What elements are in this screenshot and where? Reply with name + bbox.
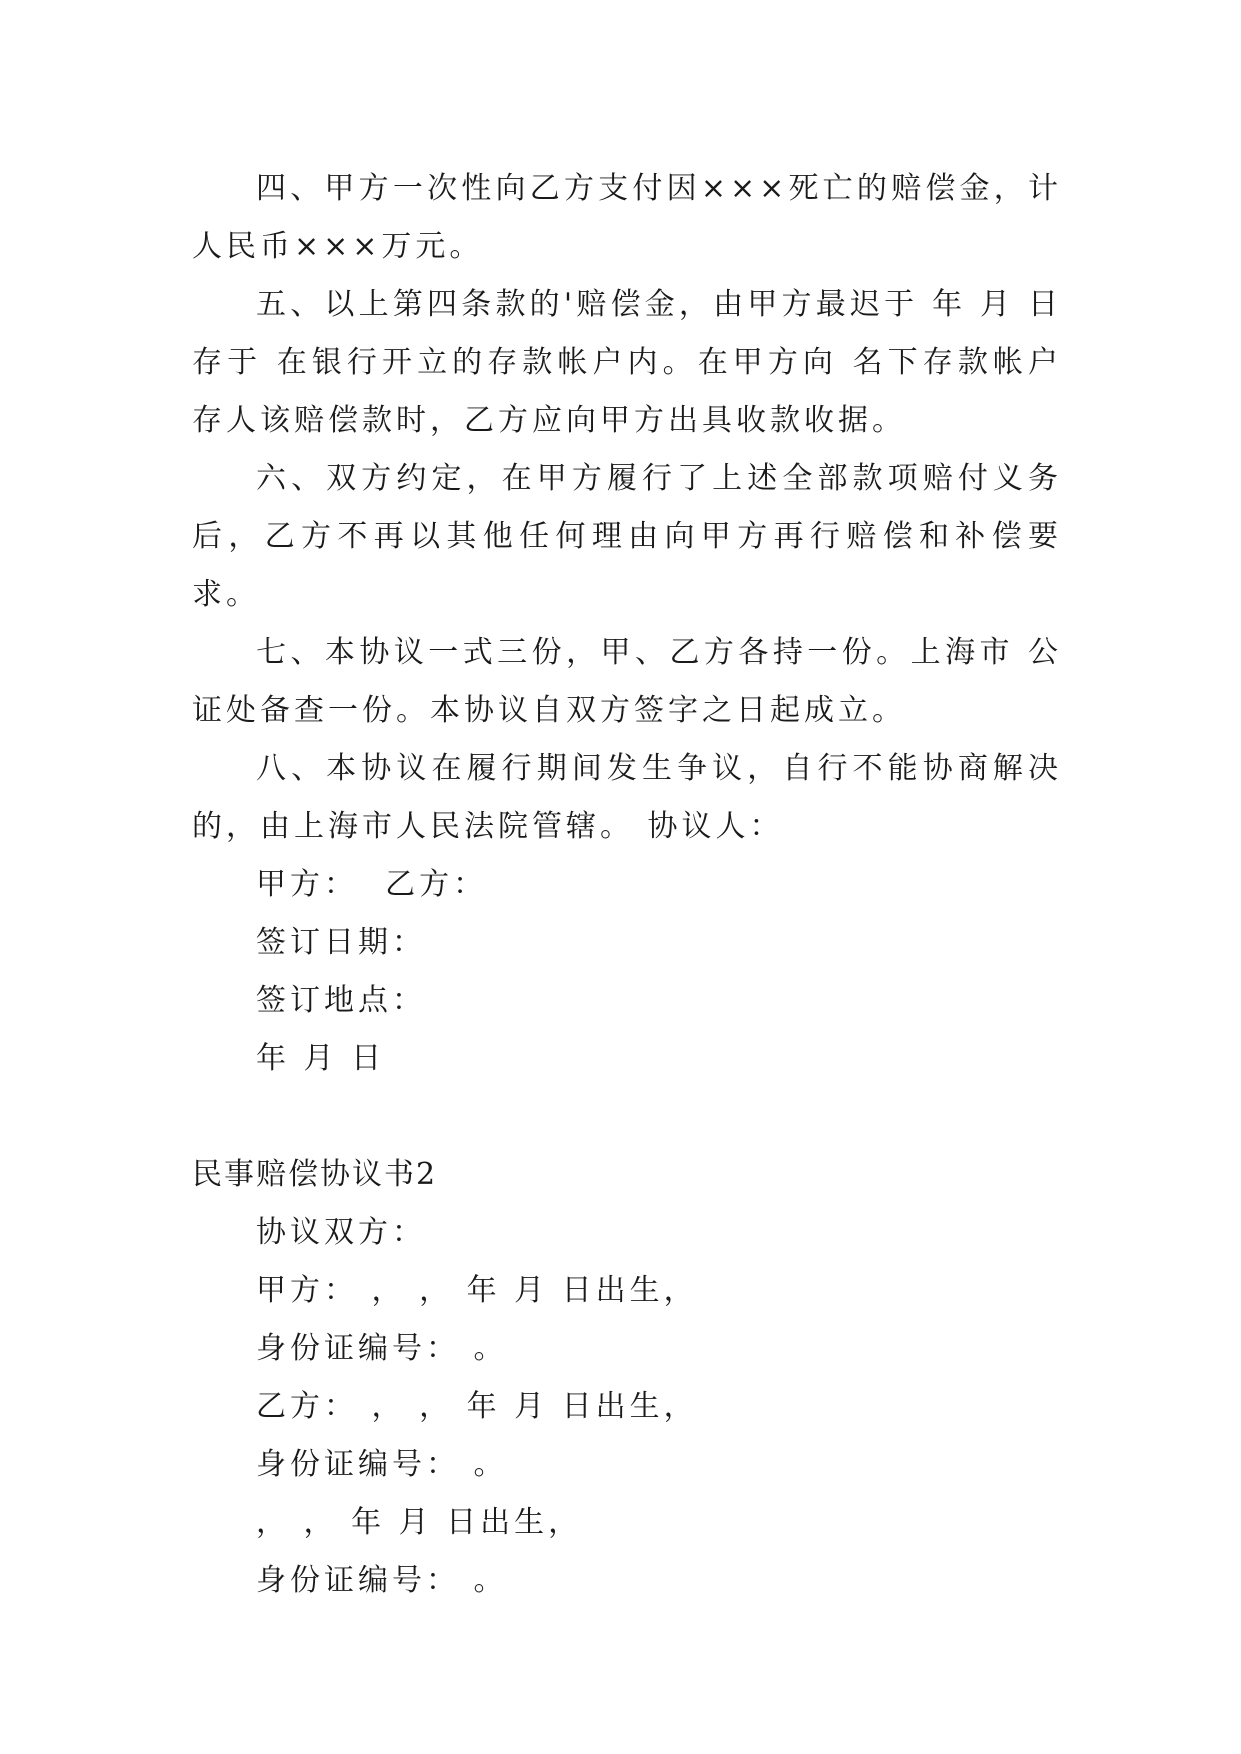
doc2-party-b: 乙方： ， ， 年 月 日出生，: [256, 1389, 698, 1424]
signature-date-label: 签订日期：: [256, 925, 426, 960]
clause-8: 八、本协议在履行期间发生争议，自行不能协商解决的，由上海市人民法院管辖。 协议人：: [192, 751, 1062, 844]
signature-place-label: 签订地点：: [256, 983, 426, 1018]
doc2-party-c: ， ， 年 月 日出生，: [256, 1505, 583, 1540]
doc2-parties-label: 协议双方：: [256, 1215, 426, 1250]
doc2-party-a-id: 身份证编号： 。: [256, 1331, 508, 1366]
clause-5: 五、以上第四条款的'赔偿金，由甲方最迟于 年 月 日存于 在银行开立的存款帐户内。在甲方向 名下存款帐户存人该赔偿款时，乙方应向甲方出具收款收据。: [192, 287, 1062, 438]
signature-date: 年 月 日: [256, 1041, 386, 1076]
doc2-title: 民事赔偿协议书2: [192, 1157, 438, 1192]
doc2-party-c-id: 身份证编号： 。: [256, 1563, 508, 1598]
clause-6: 六、双方约定，在甲方履行了上述全部款项赔付义务后，乙方不再以其他任何理由向甲方再行赔偿和补偿要求。: [192, 461, 1062, 612]
clause-7: 七、本协议一式三份，甲、乙方各持一份。上海市 公证处备查一份。本协议自双方签字之日起成立。: [192, 635, 1062, 728]
section-gap: [192, 1088, 1062, 1146]
doc2-party-a: 甲方： ， ， 年 月 日出生，: [256, 1273, 698, 1308]
signature-parties: 甲方： 乙方：: [256, 867, 488, 902]
document-page: [192, 160, 1062, 1610]
clause-4: 四、甲方一次性向乙方支付因×××死亡的赔偿金，计人民币×××万元。: [192, 171, 1062, 264]
doc2-party-b-id: 身份证编号： 。: [256, 1447, 508, 1482]
